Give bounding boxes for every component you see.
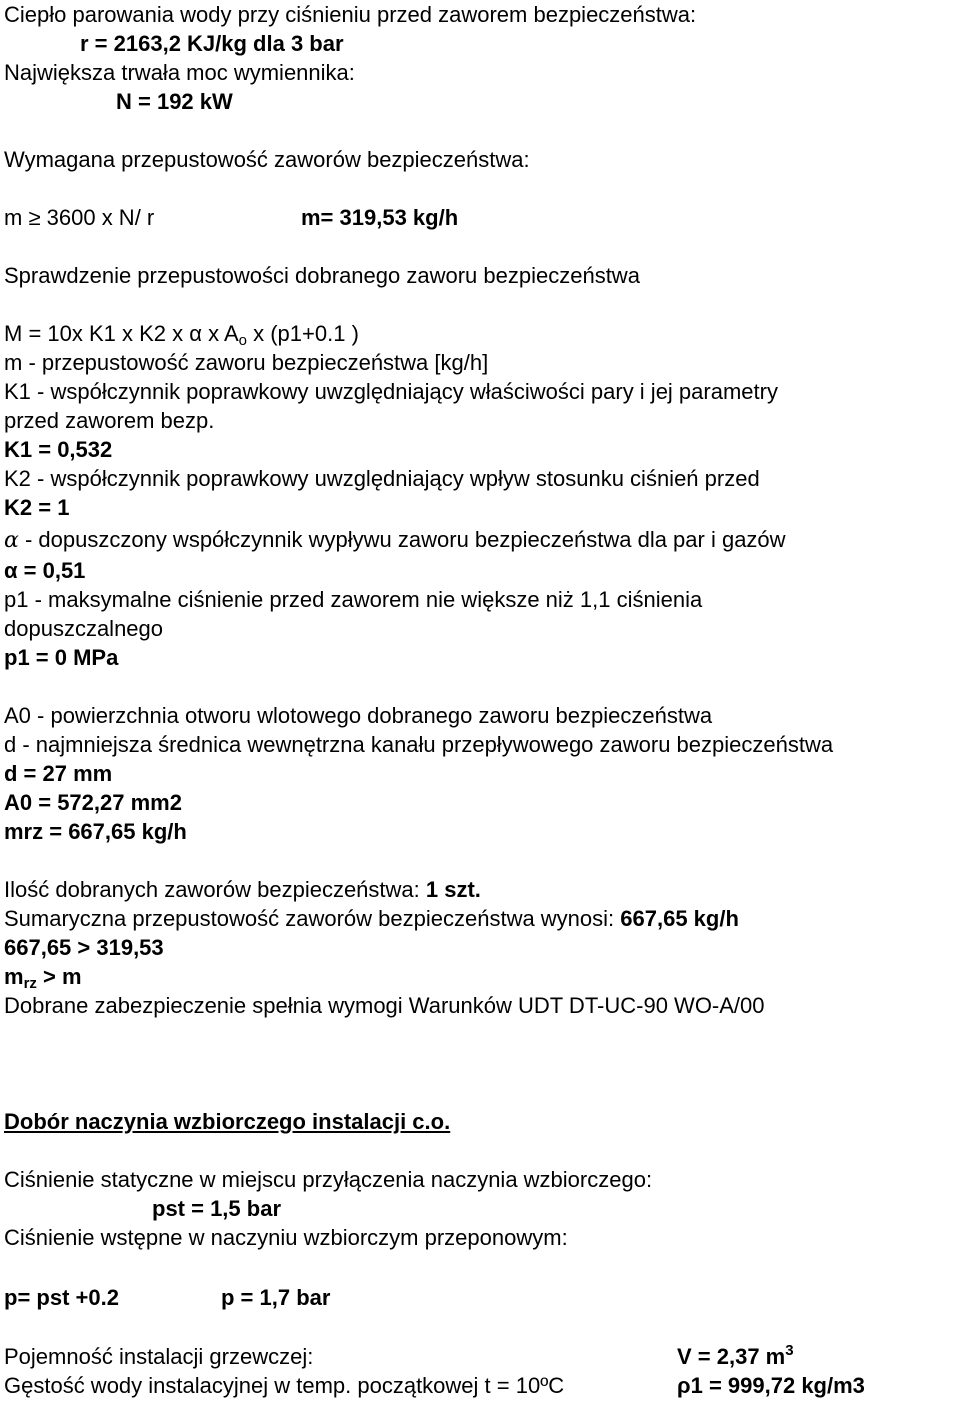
formula-capacity xyxy=(4,321,359,347)
value-k1: K1 = 0,532 xyxy=(4,437,113,462)
line-heat-of-vaporization: Ciepło parowania wody przy ciśnieniu przed zaworem bezpieczeństwa: xyxy=(4,2,697,27)
value-v-superscript: 3 xyxy=(785,1342,794,1359)
formula-main: M = 10x K1 x K2 x α x A xyxy=(4,321,239,346)
valve-count-label: Ilość dobranych zaworów bezpieczeństwa: xyxy=(4,877,426,902)
valve-count-value: 1 szt. xyxy=(425,877,481,902)
value-k2: K2 = 1 xyxy=(4,495,70,520)
value-v xyxy=(677,1344,794,1370)
def-alpha xyxy=(4,527,786,554)
line-valve-count xyxy=(4,877,481,903)
formula-p: p= pst +0.2 xyxy=(4,1285,119,1310)
value-mrz: mrz = 667,65 kg/h xyxy=(4,819,187,844)
greater-equal-symbol: ≥ xyxy=(28,205,41,230)
line-static-pressure: Ciśnienie statyczne w miejscu przyłączenia naczynia wzbiorczego: xyxy=(4,1167,653,1192)
def-k1-cont: przed zaworem bezp. xyxy=(4,408,215,433)
def-alpha-text: - dopuszczony współczynnik wypływu zaworu bezpieczeństwa dla par i gazów xyxy=(18,527,786,552)
line-total-capacity xyxy=(4,906,739,932)
value-p1: p1 = 0 MPa xyxy=(4,645,119,670)
formula-required-capacity xyxy=(4,205,154,231)
def-k2: K2 - współczynnik poprawkowy uwzględniający wpływ stosunku ciśnień przed xyxy=(4,466,760,491)
comparison-tail: > m xyxy=(36,964,82,989)
def-d: d - najmniejsza średnica wewnętrzna kanału przepływowego zaworu bezpieczeństwa xyxy=(4,732,834,757)
line-system-volume: Pojemność instalacji grzewczej: xyxy=(4,1344,314,1369)
comparison-subscript-rz: rz xyxy=(23,975,37,992)
value-r: r = 2163,2 KJ/kg dla 3 bar xyxy=(80,31,344,56)
value-v-text: V = 2,37 m xyxy=(677,1344,786,1369)
total-capacity-value: 667,65 kg/h xyxy=(620,906,739,931)
value-a0: A0 = 572,27 mm2 xyxy=(4,790,182,815)
value-m-required: m= 319,53 kg/h xyxy=(301,205,459,230)
comparison-values: 667,65 > 319,53 xyxy=(4,935,164,960)
def-p1-cont: dopuszczalnego xyxy=(4,616,164,641)
def-m: m - przepustowość zaworu bezpieczeństwa [kg/h] xyxy=(4,350,489,375)
section-heading: Dobór naczynia wzbiorczego instalacji c.o. xyxy=(4,1109,451,1134)
total-capacity-label: Sumaryczna przepustowość zaworów bezpieczeństwa wynosi: xyxy=(4,906,621,931)
line-water-density: Gęstość wody instalacyjnej w temp. początkowej t = 10ºC xyxy=(4,1373,565,1398)
line-initial-pressure: Ciśnienie wstępne w naczyniu wzbiorczym przeponowym: xyxy=(4,1225,568,1250)
line-required-capacity: Wymagana przepustowość zaworów bezpieczeństwa: xyxy=(4,147,530,172)
value-p: p = 1,7 bar xyxy=(221,1285,331,1310)
formula-subscript-o: o xyxy=(238,332,247,349)
value-rho: ρ1 = 999,72 kg/m3 xyxy=(677,1373,865,1398)
formula-rhs: 3600 x N/ r xyxy=(40,205,155,230)
value-n: N = 192 kW xyxy=(116,89,233,114)
value-pst: pst = 1,5 bar xyxy=(152,1196,282,1221)
line-conclusion: Dobrane zabezpieczenie spełnia wymogi Warunków UDT DT-UC-90 WO-A/00 xyxy=(4,993,765,1018)
def-a0: A0 - powierzchnia otworu wlotowego dobranego zaworu bezpieczeństwa xyxy=(4,703,713,728)
alpha-symbol: α xyxy=(4,528,19,553)
formula-tail: x (p1+0.1 ) xyxy=(247,321,359,346)
comparison-m: m xyxy=(4,964,24,989)
value-alpha: α = 0,51 xyxy=(4,558,86,583)
line-max-power: Największa trwała moc wymiennika: xyxy=(4,60,355,85)
comparison-symbols xyxy=(4,964,82,990)
def-p1: p1 - maksymalne ciśnienie przed zaworem nie większe niż 1,1 ciśnienia xyxy=(4,587,703,612)
line-check-capacity: Sprawdzenie przepustowości dobranego zaworu bezpieczeństwa xyxy=(4,263,640,288)
formula-m-label: m xyxy=(4,205,29,230)
value-d: d = 27 mm xyxy=(4,761,113,786)
def-k1: K1 - współczynnik poprawkowy uwzględniający właściwości pary i jej parametry xyxy=(4,379,778,404)
